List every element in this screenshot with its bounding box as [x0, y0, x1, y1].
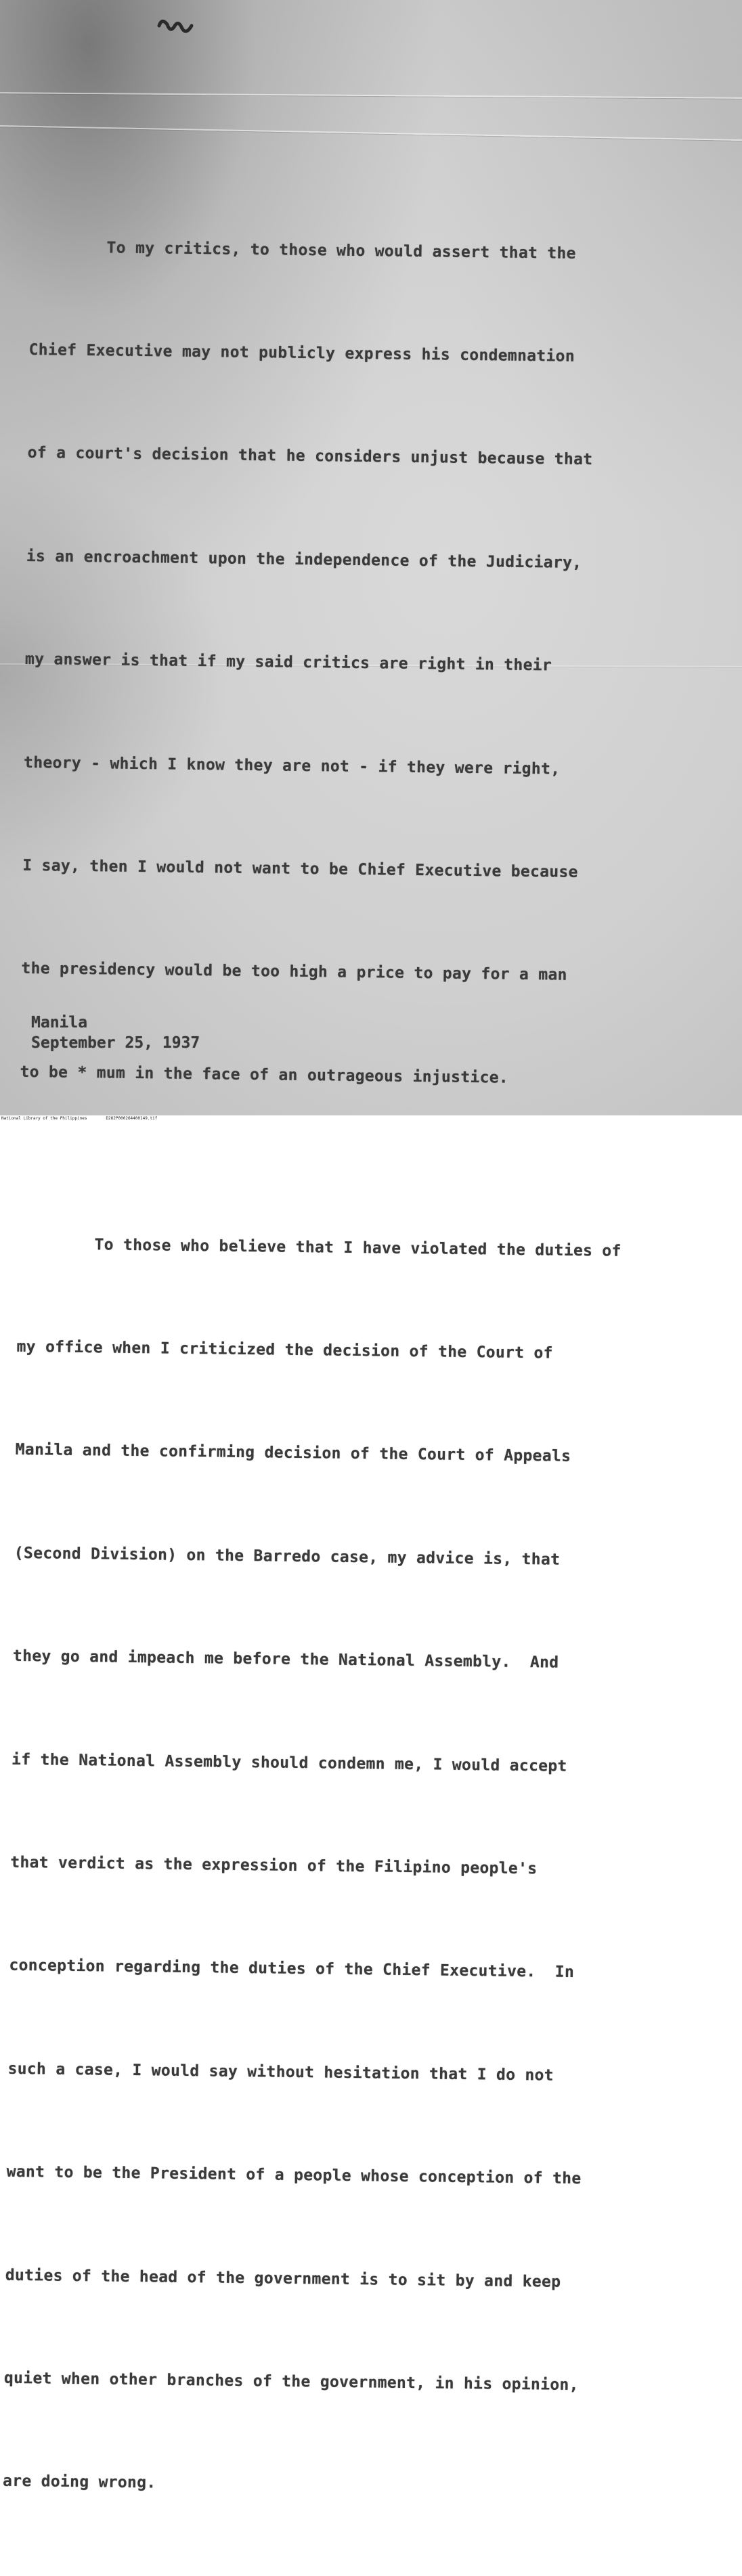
- text-line: conception regarding the duties of the Chief Executive. In: [9, 1957, 575, 1982]
- text-line: is an encroachment upon the independence of the Judiciary,: [26, 547, 582, 572]
- text-line: my office when I criticized the decision of the Court of: [16, 1337, 553, 1362]
- text-line: To those who believe that I have violated the duties of: [18, 1235, 621, 1260]
- text-line: such a case, I would say without hesitation that I do not: [7, 2060, 554, 2085]
- signature-block: [31, 1013, 200, 1053]
- text-line: the presidency would be too high a price to pay for a man: [21, 960, 567, 985]
- letter-body: [2, 161, 715, 2576]
- paper-fold-line: [0, 92, 742, 99]
- text-line: to be * mum in the face of an outrageous injustice.: [20, 1063, 509, 1087]
- text-line: if the National Assembly should condemn me, I would accept: [11, 1750, 567, 1775]
- footer-library: National Library of the Philippines: [1, 1116, 87, 1121]
- text-line: theory - which I know they are not - if they were right,: [23, 753, 561, 778]
- text-line: I say, then I would not want to be Chief Executive because: [22, 856, 578, 881]
- text-line: are doing wrong.: [2, 2472, 156, 2492]
- text-line: of a court's decision that he considers unjust because that: [27, 444, 593, 469]
- ink-blot-mark: [152, 12, 200, 46]
- text-line: Chief Executive may not publicly express his condemnation: [28, 340, 575, 365]
- text-line: To my critics, to those who would assert that the: [30, 238, 576, 263]
- text-line: (Second Division) on the Barredo case, my advice is, that: [14, 1544, 561, 1569]
- footer-file-id: D282P000264400149.tif: [106, 1116, 158, 1121]
- text-line: they go and impeach me before the National Assembly. And: [12, 1647, 559, 1672]
- text-line: my answer is that if my said critics are right in their: [24, 650, 552, 675]
- archive-footer: [0, 1115, 742, 1122]
- text-line: quiet when other branches of the government, in his opinion,: [3, 2369, 579, 2395]
- text-line: Manila and the confirming decision of the Court of Appeals: [15, 1441, 571, 1466]
- text-line: that verdict as the expression of the Filipino people's: [10, 1853, 538, 1878]
- signature-place: Manila: [31, 1014, 88, 1031]
- paper-fold-line: [0, 125, 742, 141]
- paragraph-impeach: [2, 1158, 703, 2576]
- text-line: want to be the President of a people whose conception of the: [6, 2162, 582, 2188]
- signature-date: September 25, 1937: [31, 1034, 200, 1052]
- text-line: duties of the head of the government is to sit by and keep: [5, 2266, 561, 2291]
